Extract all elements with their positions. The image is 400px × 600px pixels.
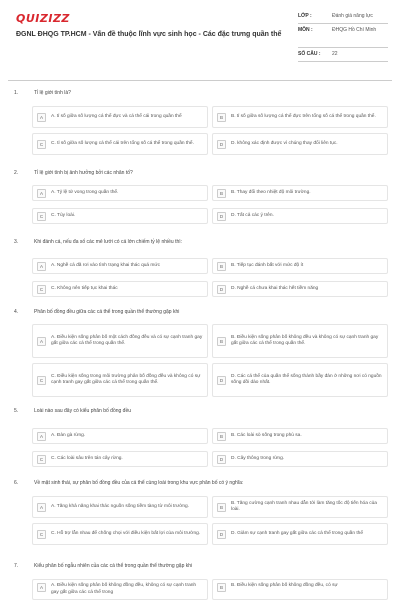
option-text: A. Tăng khả năng khai thác nguồn sống tiềm tàng từ môi trường. xyxy=(51,503,190,509)
option-letter: D xyxy=(217,376,226,385)
option-text: C. tỉ số giữa số lượng cá thể cái trên tổng số cá thể trong quần thể. xyxy=(51,140,194,146)
option-b[interactable] xyxy=(212,428,388,444)
option-text: A. Nghề cá đã rơi vào tình trạng khai thác quá mức xyxy=(51,262,161,268)
option-text: B. Tiếp tục đánh bắt với mức độ ít xyxy=(231,262,304,268)
option-letter: A xyxy=(37,262,46,271)
question-number: 3. xyxy=(14,239,19,245)
option-a[interactable] xyxy=(32,106,208,128)
option-c[interactable] xyxy=(32,133,208,155)
option-c[interactable] xyxy=(32,208,208,224)
option-letter: D xyxy=(217,212,226,221)
option-a[interactable] xyxy=(32,185,208,201)
option-text: D. Các cá thể của quần thể sống thành bầy đàn ở những nơi có nguồn sống dồi dào nhất. xyxy=(231,373,382,385)
question-text: Tỉ lệ giới tính là? xyxy=(34,90,71,96)
question-text: Tỉ lệ giới tính bị ảnh hưởng bởi các nhân tố? xyxy=(34,170,133,176)
option-text: A. Điều kiện sống phân bố một cách đồng đều và có sự cạnh tranh gay gắt giữa các cá thể trong quần thể. xyxy=(51,334,203,346)
option-b[interactable] xyxy=(212,579,388,600)
option-text: D. Cây thông trong rừng. xyxy=(231,455,285,461)
option-letter: A xyxy=(37,432,46,441)
option-letter: A xyxy=(37,189,46,198)
option-text: D. Tất cả các ý trên. xyxy=(231,212,274,218)
option-text: A. tỉ số giữa số lượng cá thể đực và cá thể cái trong quần thể xyxy=(51,113,182,119)
option-letter: D xyxy=(217,140,226,149)
meta-row-subject xyxy=(298,24,388,48)
option-letter: A xyxy=(37,113,46,122)
option-text: D. Nghề cá chưa khai thác hết tiềm năng xyxy=(231,285,319,291)
option-d[interactable] xyxy=(212,451,388,467)
question-number: 6. xyxy=(14,480,19,486)
option-c[interactable] xyxy=(32,451,208,467)
meta-row-class xyxy=(298,10,388,24)
option-letter: C xyxy=(37,455,46,464)
meta-key: MÔN : xyxy=(298,27,313,33)
option-text: B. Thay đổi theo nhiệt độ môi trường. xyxy=(231,189,311,195)
option-letter: C xyxy=(37,285,46,294)
question-number: 7. xyxy=(14,563,19,569)
option-letter: D xyxy=(217,455,226,464)
option-b[interactable] xyxy=(212,496,388,518)
option-letter: A xyxy=(37,503,46,512)
option-a[interactable] xyxy=(32,579,208,600)
question-number: 4. xyxy=(14,309,19,315)
option-c[interactable] xyxy=(32,281,208,297)
option-letter: B xyxy=(217,262,226,271)
option-text: C. Tùy loài. xyxy=(51,212,76,218)
option-b[interactable] xyxy=(212,258,388,274)
option-a[interactable] xyxy=(32,428,208,444)
option-text: A. Điều kiện sống phân bố không đồng đều, không có sự cạnh tranh gay gắt giữa các cá thể trong xyxy=(51,583,197,595)
option-text: C. Điều kiện sống trong môi trường phân bố đồng đều và không có sự cạnh tranh gay gắt giữa các cá thể trong quần thể. xyxy=(51,373,201,385)
option-d[interactable] xyxy=(212,523,388,545)
question-text: Loài nào sau đây có kiểu phân bố đồng đều xyxy=(34,408,132,414)
option-letter: C xyxy=(37,376,46,385)
option-text: B. Các loài sò sống trong phù sa. xyxy=(231,432,302,438)
question-number: 1. xyxy=(14,90,19,96)
meta-key: LỚP : xyxy=(298,13,312,19)
question-text: Khi đánh cá, nếu đa số các mẻ lưới có cá lớn chiếm tỷ lệ nhiều thì: xyxy=(34,239,183,245)
option-text: C. Hỗ trợ lẫn nhau để chống chọi với điều kiện bất lợi của môi trường. xyxy=(51,530,201,536)
option-text: C. Các loài sâu trên tán cây rừng. xyxy=(51,455,123,461)
option-d[interactable] xyxy=(212,208,388,224)
option-text: B. Điều kiện sống phân bố không đồng đều, có sự xyxy=(231,583,338,588)
option-letter: C xyxy=(37,140,46,149)
meta-value: Đánh giá năng lực xyxy=(332,13,373,19)
option-c[interactable] xyxy=(32,363,208,397)
option-text: B. Tăng cường cạnh tranh nhau dẫn tới làm tăng tốc độ tiến hóa của loài. xyxy=(231,500,377,512)
question-text: Kiểu phân bố ngẫu nhiên của các cá thể trong quần thể thường gặp khi xyxy=(34,563,193,569)
option-b[interactable] xyxy=(212,185,388,201)
option-letter: D xyxy=(217,530,226,539)
option-letter: B xyxy=(217,583,226,592)
option-letter: B xyxy=(217,189,226,198)
meta-value: 22 xyxy=(332,51,338,57)
option-d[interactable] xyxy=(212,281,388,297)
option-text: B. Điều kiện sống phân bố không đều và không có sự cạnh tranh gay gắt giữa các cá thể trong quần thể. xyxy=(231,334,379,346)
option-d[interactable] xyxy=(212,133,388,155)
option-letter: B xyxy=(217,432,226,441)
option-c[interactable] xyxy=(32,523,208,545)
option-letter: D xyxy=(217,285,226,294)
worksheet-title: ĐGNL ĐHQG TP.HCM - Vấn đề thuộc lĩnh vực sinh học - Các đặc trưng quần thể xyxy=(16,31,282,38)
worksheet-meta xyxy=(298,10,388,62)
option-text: D. Giảm sự cạnh tranh gay gắt giữa các cá thể trong quần thể xyxy=(231,530,364,536)
option-letter: C xyxy=(37,212,46,221)
option-a[interactable] xyxy=(32,496,208,518)
option-text: D. không xác định được vì chúng thay đổi liên tục. xyxy=(231,140,338,146)
header-divider xyxy=(8,80,392,81)
question-text: Phân bố đồng đều giữa các cá thể trong quần thể thường gặp khi xyxy=(34,309,180,315)
option-text: B. tỉ số giữa số lượng cá thể đực trên tổng số cá thể trong quần thể. xyxy=(231,113,376,119)
option-b[interactable] xyxy=(212,106,388,128)
option-d[interactable] xyxy=(212,363,388,397)
option-a[interactable] xyxy=(32,258,208,274)
option-text: C. Không nên tiếp tục khai thác xyxy=(51,285,118,291)
option-text: A. Đàn gà rừng. xyxy=(51,432,86,438)
meta-row-count xyxy=(298,48,388,62)
option-letter: C xyxy=(37,530,46,539)
meta-key: SỐ CÂU : xyxy=(298,51,321,57)
option-letter: B xyxy=(217,113,226,122)
worksheet-header xyxy=(0,0,400,80)
option-letter: A xyxy=(37,583,46,592)
meta-value: ĐHQG Hồ Chí Minh xyxy=(332,27,377,33)
option-letter: A xyxy=(37,337,46,346)
question-text: Về mặt sinh thái, sự phân bố đồng đều của cá thể cùng loài trong khu vực phân bố có ý nghĩa: xyxy=(34,480,244,486)
option-text: A. Tỷ lệ tử vong trong quần thể. xyxy=(51,189,119,195)
question-number: 2. xyxy=(14,170,19,176)
option-a[interactable] xyxy=(32,324,208,358)
option-letter: B xyxy=(217,337,226,346)
question-number: 5. xyxy=(14,408,19,414)
option-letter: B xyxy=(217,503,226,512)
quizizz-logo: QUIZIZZ xyxy=(16,12,70,25)
option-b[interactable] xyxy=(212,324,388,358)
